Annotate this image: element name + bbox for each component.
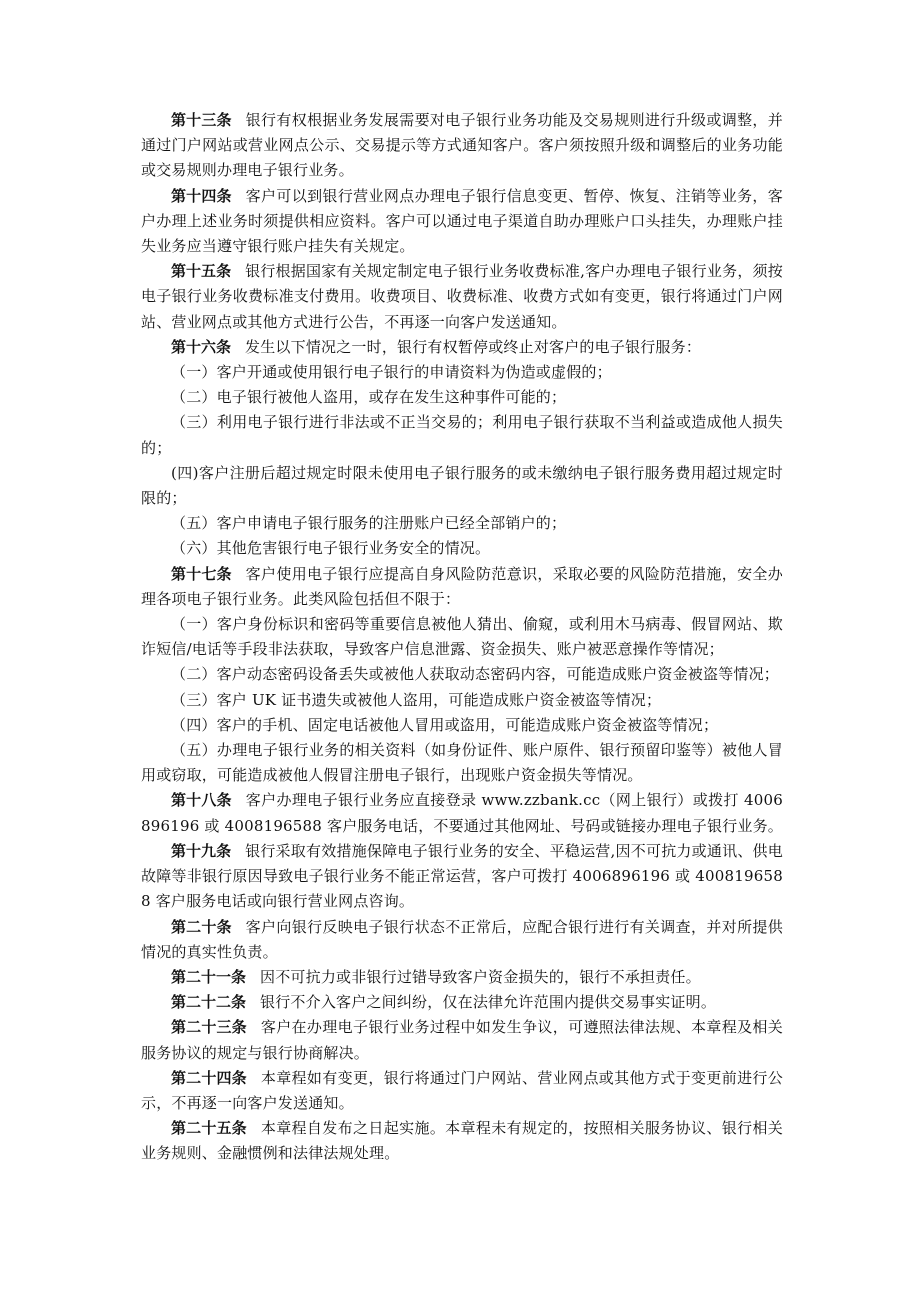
article-text: 因不可抗力或非银行过错导致客户资金损失的，银行不承担责任。 — [260, 967, 701, 986]
article-number: 第二十五条 — [171, 1119, 247, 1138]
article-13 — [141, 108, 783, 184]
article-number: 第十七条 — [171, 564, 232, 583]
article-text: 银行采取有效措施保障电子银行业务的安全、平稳运营,因不可抗力或通讯、供电故障等非银行原因导致电子银行业务不能正常运营，客户可拨打 4006896196 或 4008196588 客户服务电话或向银行营业网点咨询。 — [141, 841, 783, 911]
article-number: 第二十一条 — [171, 967, 247, 986]
article-number: 第十八条 — [171, 791, 232, 810]
article-text: 客户在办理电子银行业务过程中如发生争议，可遵照法律法规、本章程及相关服务协议的规定与银行协商解决。 — [141, 1018, 783, 1062]
article-number: 第二十三条 — [171, 1018, 247, 1037]
list-item: （三）利用电子银行进行非法或不正当交易的；利用电子银行获取不当利益或造成他人损失的； — [141, 413, 783, 457]
article-18 — [141, 788, 783, 838]
article-23 — [141, 1015, 783, 1065]
article-number: 第十九条 — [171, 841, 232, 860]
list-item: （四）客户的手机、固定电话被他人冒用或盗用，可能造成账户资金被盗等情况； — [171, 715, 719, 734]
article-number: 第十三条 — [171, 111, 232, 129]
list-item: （一）客户开通或使用银行电子银行的申请资料为伪造或虚假的； — [171, 363, 612, 382]
article-text: 银行不介入客户之间纠纷，仅在法律允许范围内提供交易事实证明。 — [260, 993, 717, 1012]
article-number: 第二十四条 — [171, 1068, 247, 1087]
article-number: 第十五条 — [171, 262, 232, 281]
list-item: （三）客户 UK 证书遗失或被他人盗用，可能造成账户资金被盗等情况； — [171, 690, 662, 709]
article-14 — [141, 184, 783, 260]
article-number: 第十四条 — [171, 186, 232, 205]
article-text: 客户使用电子银行应提高自身风险防范意识，采取必要的风险防范措施，安全办理各项电子银行业务。此类风险包括但不限于： — [141, 564, 783, 608]
article-25 — [141, 1116, 783, 1166]
list-item: （一）客户身份标识和密码等重要信息被他人猜出、偷窥，或利用木马病毒、假冒网站、欺诈短信/电话等手段非法获取，导致客户信息泄露、资金损失、账户被恶意操作等情况； — [141, 615, 783, 659]
article-20 — [141, 915, 783, 965]
article-24 — [141, 1066, 783, 1116]
article-number: 第二十条 — [171, 917, 232, 936]
article-16 — [141, 335, 783, 360]
article-number: 第十六条 — [171, 337, 232, 356]
article-text: 客户可以到银行营业网点办理电子银行信息变更、暂停、恢复、注销等业务，客户办理上述业务时须提供相应资料。客户可以通过电子渠道自助办理账户口头挂失，办理账户挂失业务应当遵守银行账户挂失有关规定。 — [141, 186, 783, 256]
article-text: 银行根据国家有关规定制定电子银行业务收费标准,客户办理电子银行业务，须按电子银行业务收费标准支付费用。收费项目、收费标准、收费方式如有变更，银行将通过门户网站、营业网点或其他方式进行公告，不再逐一向客户发送通知。 — [141, 262, 783, 331]
article-text: 银行有权根据业务发展需要对电子银行业务功能及交易规则进行升级或调整，并通过门户网站或营业网点公示、交易提示等方式通知客户。客户须按照升级和调整后的业务功能或交易规则办理电子银行业务。 — [141, 111, 783, 180]
document-body — [141, 108, 783, 1167]
article-text: 发生以下情况之一时，银行有权暂停或终止对客户的电子银行服务： — [245, 337, 702, 356]
article-number: 第二十二条 — [171, 993, 247, 1012]
list-item: （二）客户动态密码设备丢失或被他人获取动态密码内容，可能造成账户资金被盗等情况； — [171, 665, 780, 684]
list-item: (四)客户注册后超过规定时限未使用电子银行服务的或未缴纳电子银行服务费用超过规定时限的； — [141, 463, 783, 508]
list-item: （二）电子银行被他人盗用，或存在发生这种事件可能的； — [171, 388, 567, 407]
article-text: 客户向银行反映电子银行状态不正常后，应配合银行进行有关调查，并对所提供情况的真实性负责。 — [141, 917, 783, 961]
article-text: 客户办理电子银行业务应直接登录 www.zzbank.cc（网上银行）或拨打 4006896196 或 4008196588 客户服务电话，不要通过其他网址、号码或链接办理电子银行业务。 — [141, 791, 784, 835]
article-text: 本章程自发布之日起实施。本章程未有规定的，按照相关服务协议、银行相关业务规则、金融惯例和法律法规处理。 — [141, 1119, 783, 1163]
article-22 — [141, 990, 783, 1015]
list-item: （六）其他危害银行电子银行业务安全的情况。 — [171, 539, 491, 558]
article-21 — [141, 965, 783, 990]
article-15 — [141, 259, 783, 335]
article-17 — [141, 562, 783, 612]
article-text: 本章程如有变更，银行将通过门户网站、营业网点或其他方式于变更前进行公示，不再逐一向客户发送通知。 — [141, 1068, 783, 1112]
list-item: （五）客户申请电子银行服务的注册账户已经全部销户的； — [171, 514, 567, 533]
list-item: （五）办理电子银行业务的相关资料（如身份证件、账户原件、银行预留印鉴等）被他人冒用或窃取，可能造成被他人假冒注册电子银行，出现账户资金损失等情况。 — [141, 741, 783, 785]
article-19 — [141, 839, 783, 915]
